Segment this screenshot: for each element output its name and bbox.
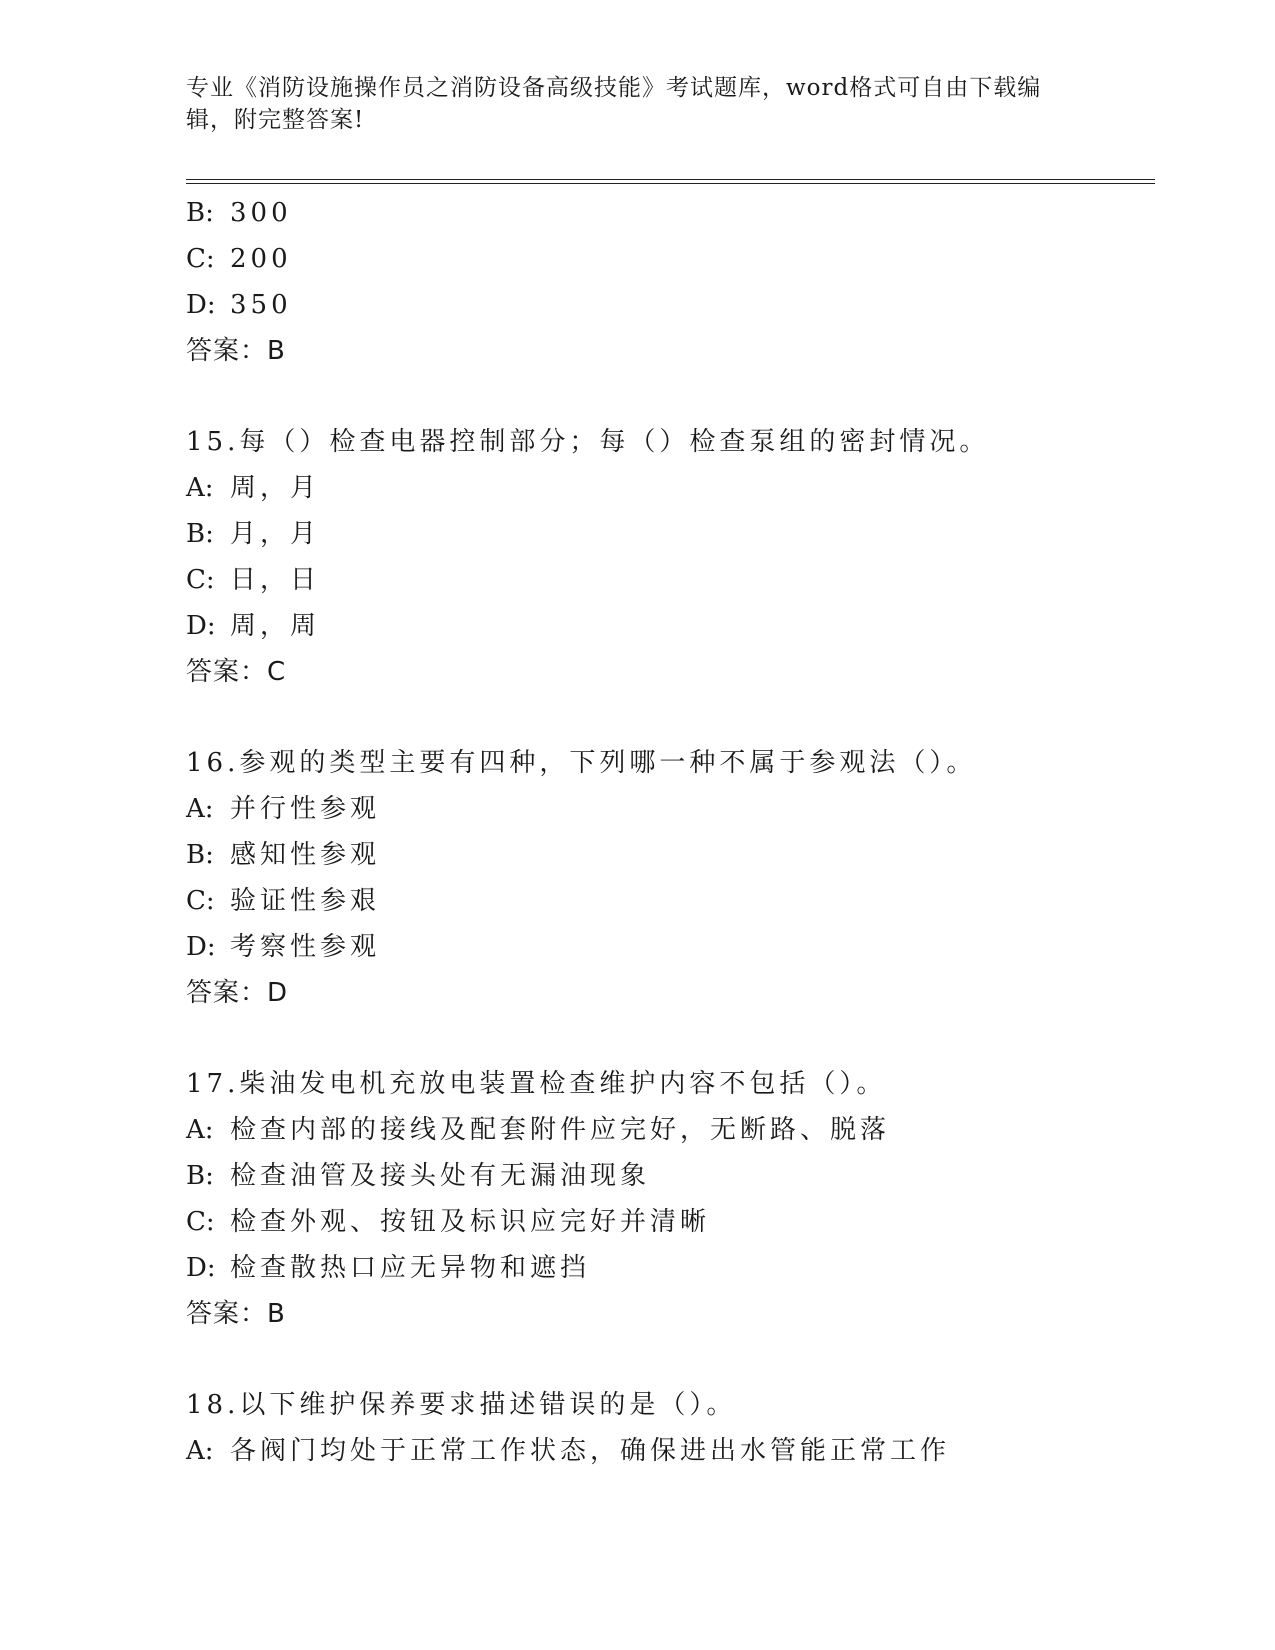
option-b: B: 检查油管及接头处有无漏油现象: [186, 1161, 651, 1191]
question-17: [186, 1061, 1146, 1337]
question-16: [186, 740, 1146, 1016]
option-a: A: 周，月: [186, 473, 321, 503]
header-line-1: 专业《消防设施操作员之消防设备高级技能》考试题库，word格式可自由下载编: [186, 75, 1042, 101]
answer-line: 答案：C: [186, 657, 287, 687]
document-header: [186, 72, 1086, 136]
option-b: B: 300: [186, 198, 292, 228]
header-line-2: 辑，附完整答案!: [186, 107, 365, 133]
header-rule-bottom: [186, 183, 1155, 184]
question-list: [186, 190, 1146, 1519]
option-d: D: 检查散热口应无异物和遮挡: [186, 1253, 591, 1283]
answer-line: 答案：B: [186, 1299, 286, 1329]
option-a: A: 检查内部的接线及配套附件应完好，无断路、脱落: [186, 1115, 891, 1145]
question-14-continued: [186, 190, 1146, 374]
answer-line: 答案：D: [186, 978, 289, 1008]
option-d: D: 350: [186, 290, 292, 320]
option-c: C: 检查外观、按钮及标识应完好并清晰: [186, 1207, 711, 1237]
option-d: D: 周，周: [186, 611, 321, 641]
question-15: [186, 419, 1146, 695]
question-stem: 15.每（）检查电器控制部分；每（）检查泵组的密封情况。: [186, 427, 990, 457]
question-stem: 18.以下维护保养要求描述错误的是（）。: [186, 1390, 737, 1420]
option-c: C: 验证性参艰: [186, 886, 381, 916]
option-d: D: 考察性参观: [186, 932, 381, 962]
option-a: A: 并行性参观: [186, 794, 381, 824]
option-a: A: 各阀门均处于正常工作状态，确保进出水管能正常工作: [186, 1436, 951, 1466]
question-18: [186, 1382, 1146, 1474]
answer-line: 答案：B: [186, 336, 286, 366]
question-stem: 17.柴油发电机充放电装置检查维护内容不包括（）。: [186, 1069, 887, 1099]
option-b: B: 月，月: [186, 519, 321, 549]
header-rule-top: [186, 179, 1155, 180]
option-b: B: 感知性参观: [186, 840, 381, 870]
option-c: C: 日，日: [186, 565, 321, 595]
option-c: C: 200: [186, 244, 292, 274]
question-stem: 16.参观的类型主要有四种，下列哪一种不属于参观法（）。: [186, 748, 977, 778]
